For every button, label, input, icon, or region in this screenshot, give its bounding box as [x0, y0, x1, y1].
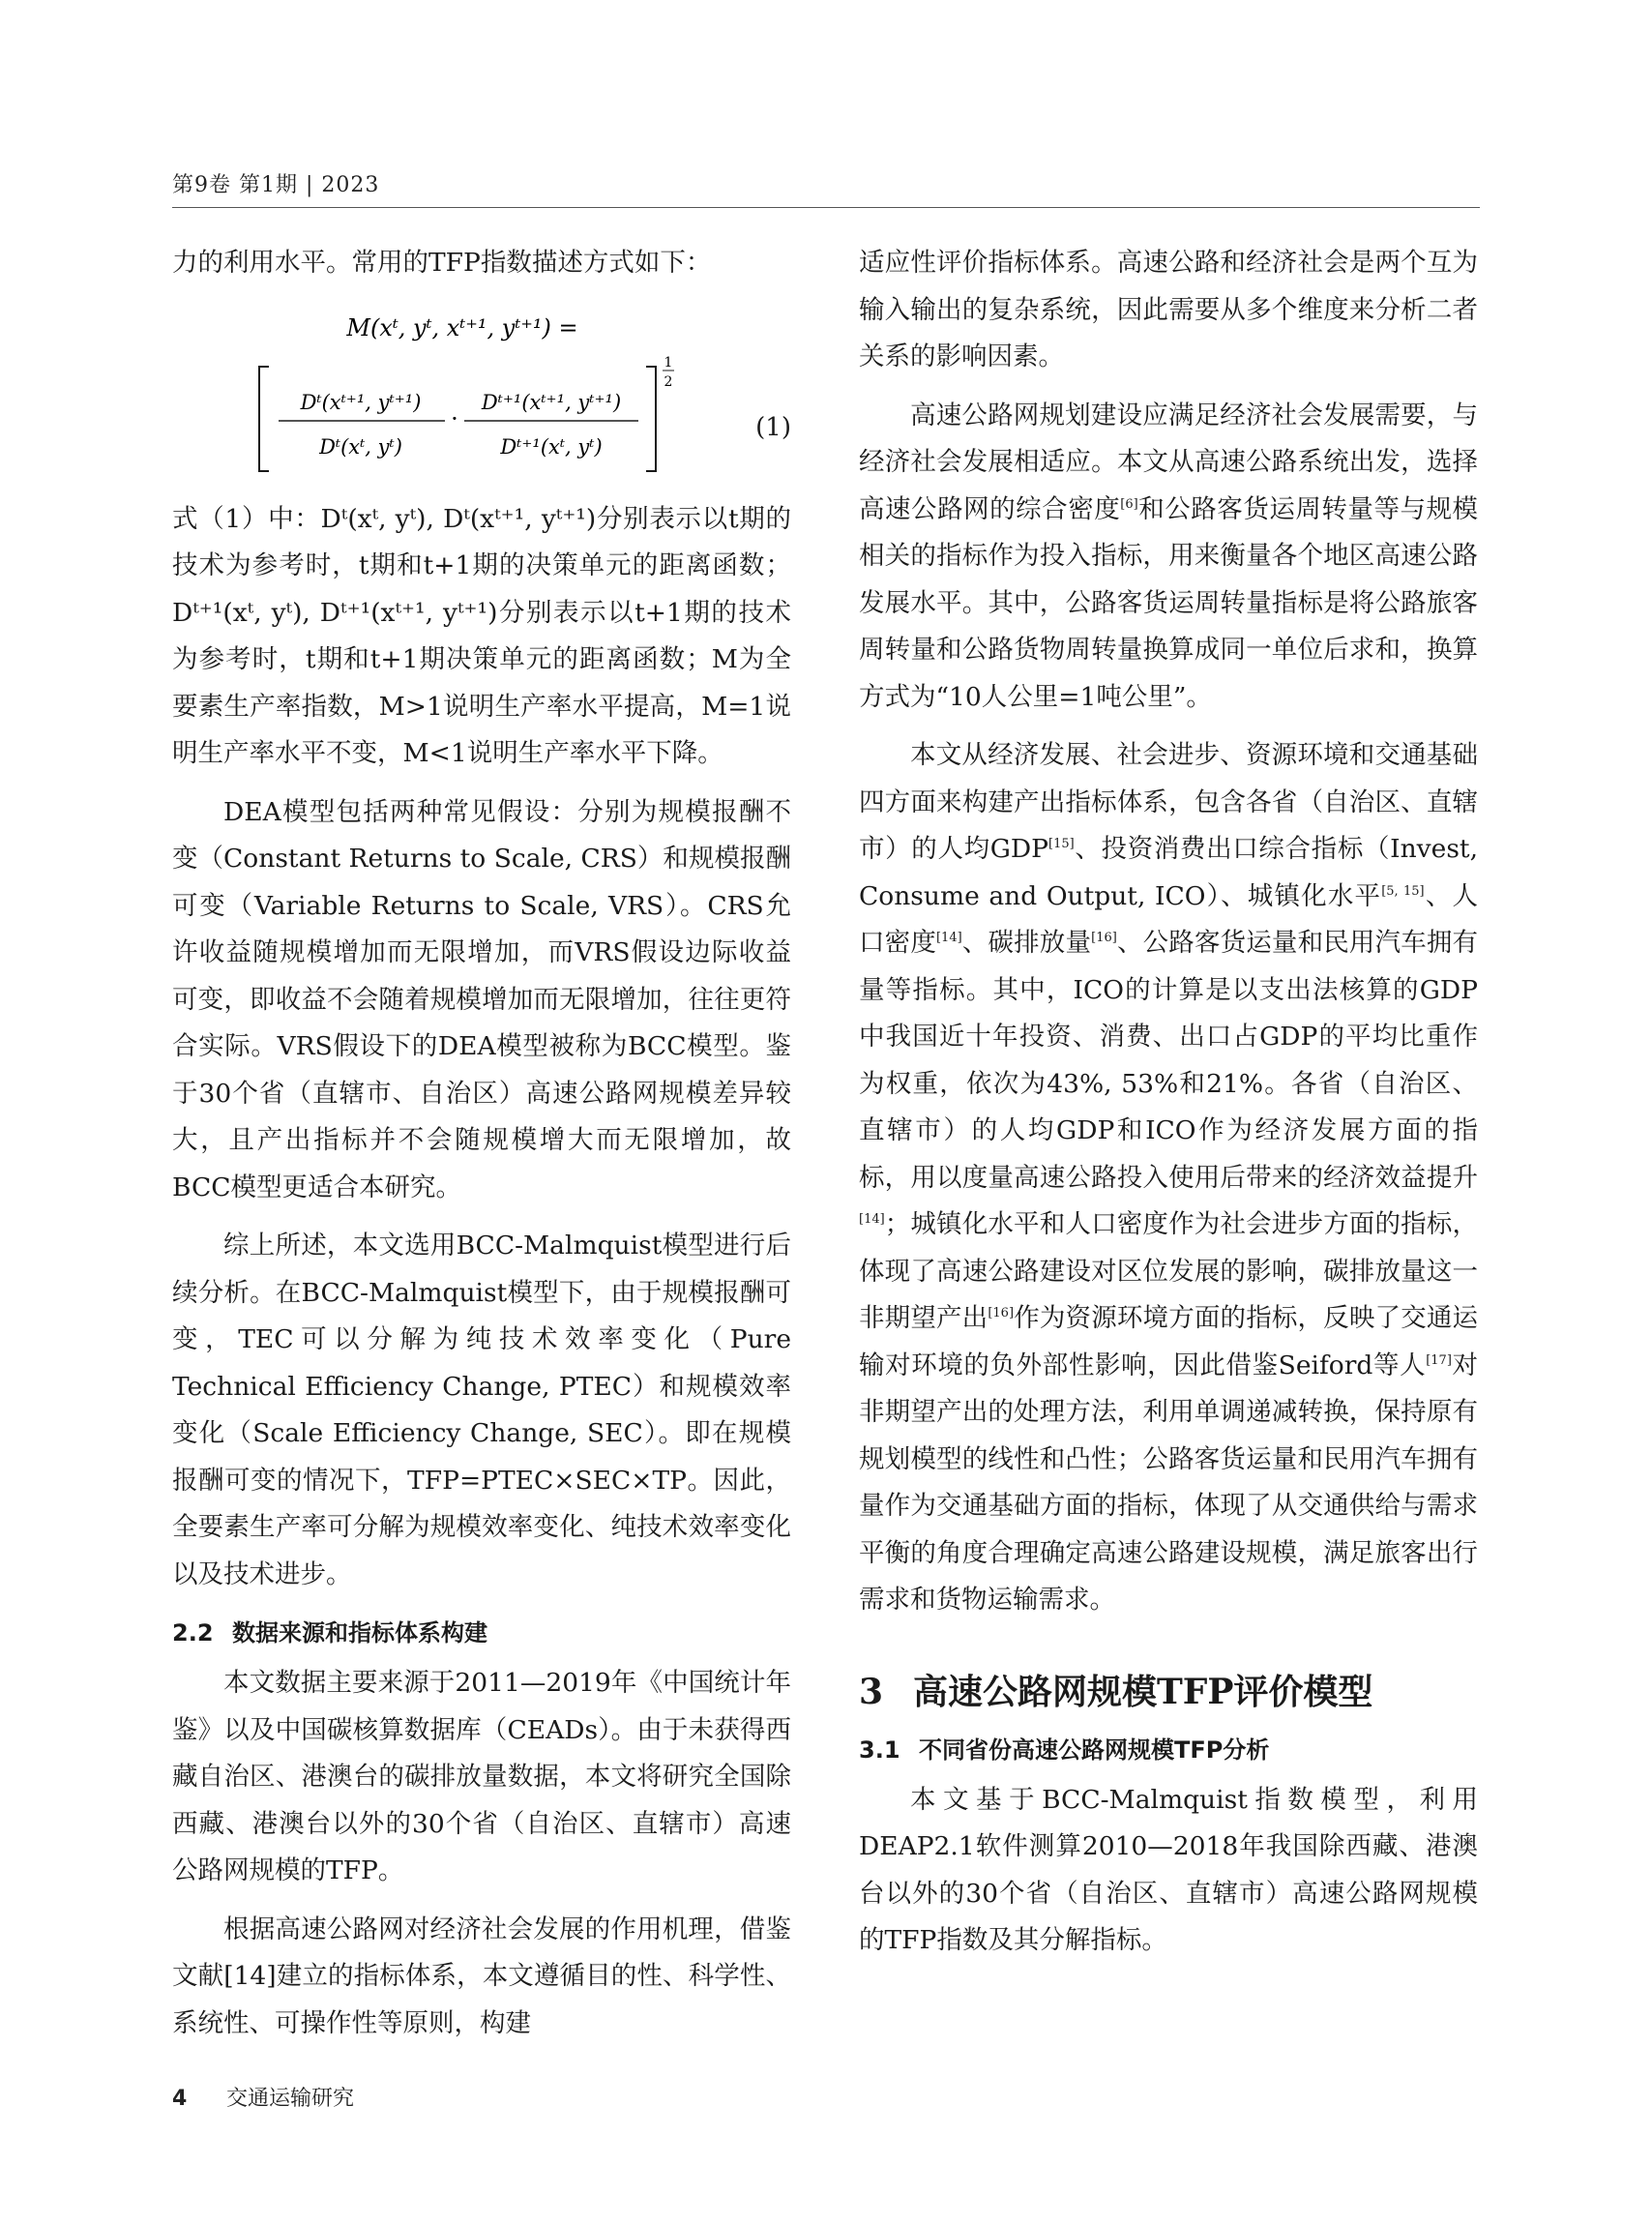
left-column — [172, 240, 791, 2059]
citation: [5, 15] — [1381, 883, 1425, 899]
page-number: 4 — [172, 2087, 188, 2111]
paragraph-bcc-malmquist: 综上所述，本文选用BCC-Malmquist模型进行后续分析。在BCC-Malmquist模型下，由于规模报酬可变，TEC可以分解为纯技术效率变化（Pure Technical Efficiency Change, PTEC）和规模效率变化（Scale Efficiency Change, SEC）。即在规模报酬可变的情况下，TFP=PTEC×SEC×TP。因此，全要素生产率可分解为规模效率变化、纯技术效率变化以及技术进步。 — [172, 1231, 791, 1589]
section-number: 3.1 — [859, 1736, 900, 1764]
paragraph-indicator-system: 根据高速公路网对经济社会发展的作用机理，借鉴文献[14]建立的指标体系，本文遵循目的性、科学性、系统性、可操作性等原则，构建 — [172, 1914, 791, 2038]
left-bracket — [259, 367, 269, 471]
header-rule — [172, 207, 1480, 208]
malmquist-formula — [172, 299, 714, 492]
section-title: 数据来源和指标体系构建 — [232, 1619, 487, 1646]
running-footer — [172, 2082, 354, 2112]
fraction2-denominator: Dᵗ⁺¹(xᵗ, yᵗ) — [500, 434, 603, 459]
paragraph-intro: 力的利用水平。常用的TFP指数描述方式如下： — [172, 248, 712, 278]
section-heading-3 — [859, 1663, 1478, 1721]
citation: [14] — [935, 931, 962, 946]
paragraph-output-indicators: 本文从经济发展、社会进步、资源环境和交通基础四方面来构建产出指标体系，包含各省（自治区、直辖市）的人均GDP[15]、投资消费出口综合指标（Invest, Consume and Output, ICO）、城镇化水平[5, 15]、人口密度[14]、碳排放量[16]、公路客货运量和民用汽车拥有量等指标。其中，ICO的计算是以支出法核算的GDP中我国近十年投资、消费、出口占GDP的平均比重作为权重，依次为43%, 53%和21%。各省（自治区、直辖市）的人均GDP和ICO作为经济发展方面的指标，用以度量高速公路投入使用后带来的经济效益提升[14]；城镇化水平和人口密度作为社会进步方面的指标，体现了高速公路建设对区位发展的影响，碳排放量这一非期望产出[16]作为资源环境方面的指标，反映了交通运输对环境的负外部性影响，因此借鉴Seiford等人[17]对非期望产出的处理方法，利用单调递减转换，保持原有规划模型的线性和凸性；公路客货运量和民用汽车拥有量作为交通基础方面的指标，体现了从交通供给与需求平衡的角度合理确定高速公路建设规模，满足旅客出行需求和货物运输需求。 — [859, 740, 1479, 1615]
fraction2-numerator: Dᵗ⁺¹(xᵗ⁺¹, yᵗ⁺¹) — [481, 390, 622, 414]
paragraph-dea-assumptions: DEA模型包括两种常见假设：分别为规模报酬不变（Constant Returns to Scale, CRS）和规模报酬可变（Variable Returns to Scale, VRS）。CRS允许收益随规模增加而无限增加，而VRS假设边际收益可变，即收益不会随着规模增加而无限增加，往往更符合实际。VRS假设下的DEA模型被称为BCC模型。鉴于30个省（直辖市、自治区）高速公路网规模差异较大，且产出指标并不会随规模增大而无限增加，故BCC模型更适合本研究。 — [172, 796, 791, 1202]
section-number: 3 — [859, 1671, 884, 1712]
fraction1-denominator: Dᵗ(xᵗ, yᵗ) — [319, 434, 402, 459]
section-title: 不同省份高速公路网规模TFP分析 — [919, 1736, 1270, 1764]
citation: [14] — [859, 1212, 885, 1228]
formula-lhs: M(xᵗ, yᵗ, xᵗ⁺¹, yᵗ⁺¹) = — [346, 313, 578, 341]
equation-number: (1) — [755, 412, 791, 442]
citation: [16] — [1091, 931, 1117, 946]
exponent-numerator: 1 — [664, 354, 673, 371]
multiply-dot: · — [451, 404, 458, 432]
section-title: 高速公路网规模TFP评价模型 — [913, 1671, 1373, 1712]
fraction1-numerator: Dᵗ(xᵗ⁺¹, yᵗ⁺¹) — [300, 390, 422, 414]
equation-1 — [172, 299, 791, 492]
running-header: 第9卷 第1期 | 2023 — [172, 173, 380, 197]
citation: [6] — [1120, 496, 1138, 512]
citation: [15] — [1048, 837, 1075, 852]
journal-name: 交通运输研究 — [226, 2087, 355, 2111]
exponent-denominator: 2 — [664, 373, 673, 390]
right-bracket — [646, 367, 656, 471]
paragraph-tfp-measurement: 本文基于BCC-Malmquist指数模型，利用DEAP2.1软件测算2010—2018年我国除西藏、港澳台以外的30个省（自治区、直辖市）高速公路网规模的TFP指数及其分解指标。 — [859, 1784, 1478, 1955]
section-heading-2-2 — [172, 1610, 791, 1656]
paragraph-adaptability: 适应性评价指标体系。高速公路和经济社会是两个互为输入输出的复杂系统，因此需要从多个维度来分析二者关系的影响因素。 — [859, 248, 1478, 371]
paragraph-input-indicators: 高速公路网规划建设应满足经济社会发展需要，与经济社会发展相适应。本文从高速公路系统出发，选择高速公路网的综合密度[6]和公路客货运周转量等与规模相关的指标作为投入指标，用来衡量各个地区高速公路发展水平。其中，公路客货运周转量指标是将公路旅客周转量和公路货物周转量换算成同一单位后求和，换算方式为“10人公里=1吨公里”。 — [859, 400, 1479, 712]
section-heading-3-1 — [859, 1727, 1478, 1773]
paragraph-formula-explanation: 式（1）中：Dᵗ(xᵗ, yᵗ), Dᵗ(xᵗ⁺¹, yᵗ⁺¹)分别表示以t期的技术为参考时，t期和t+1期的决策单元的距离函数；Dᵗ⁺¹(xᵗ, yᵗ), Dᵗ⁺¹(xᵗ⁺¹, yᵗ⁺¹)分别表示以t+1期的技术为参考时，t期和t+1期决策单元的距离函数；M为全要素生产率指数，M>1说明生产率水平提高，M=1说明生产率水平不变，M<1说明生产率水平下降。 — [172, 503, 791, 768]
paragraph-data-source: 本文数据主要来源于2011—2019年《中国统计年鉴》以及中国碳核算数据库（CEADs）。由于未获得西藏自治区、港澳台的碳排放量数据，本文将研究全国除西藏、港澳台以外的30个省（自治区、直辖市）高速公路网规模的TFP。 — [172, 1668, 791, 1885]
citation: [16] — [988, 1306, 1015, 1321]
right-column — [859, 240, 1478, 1976]
citation: [17] — [1426, 1352, 1452, 1368]
section-number: 2.2 — [172, 1619, 214, 1646]
